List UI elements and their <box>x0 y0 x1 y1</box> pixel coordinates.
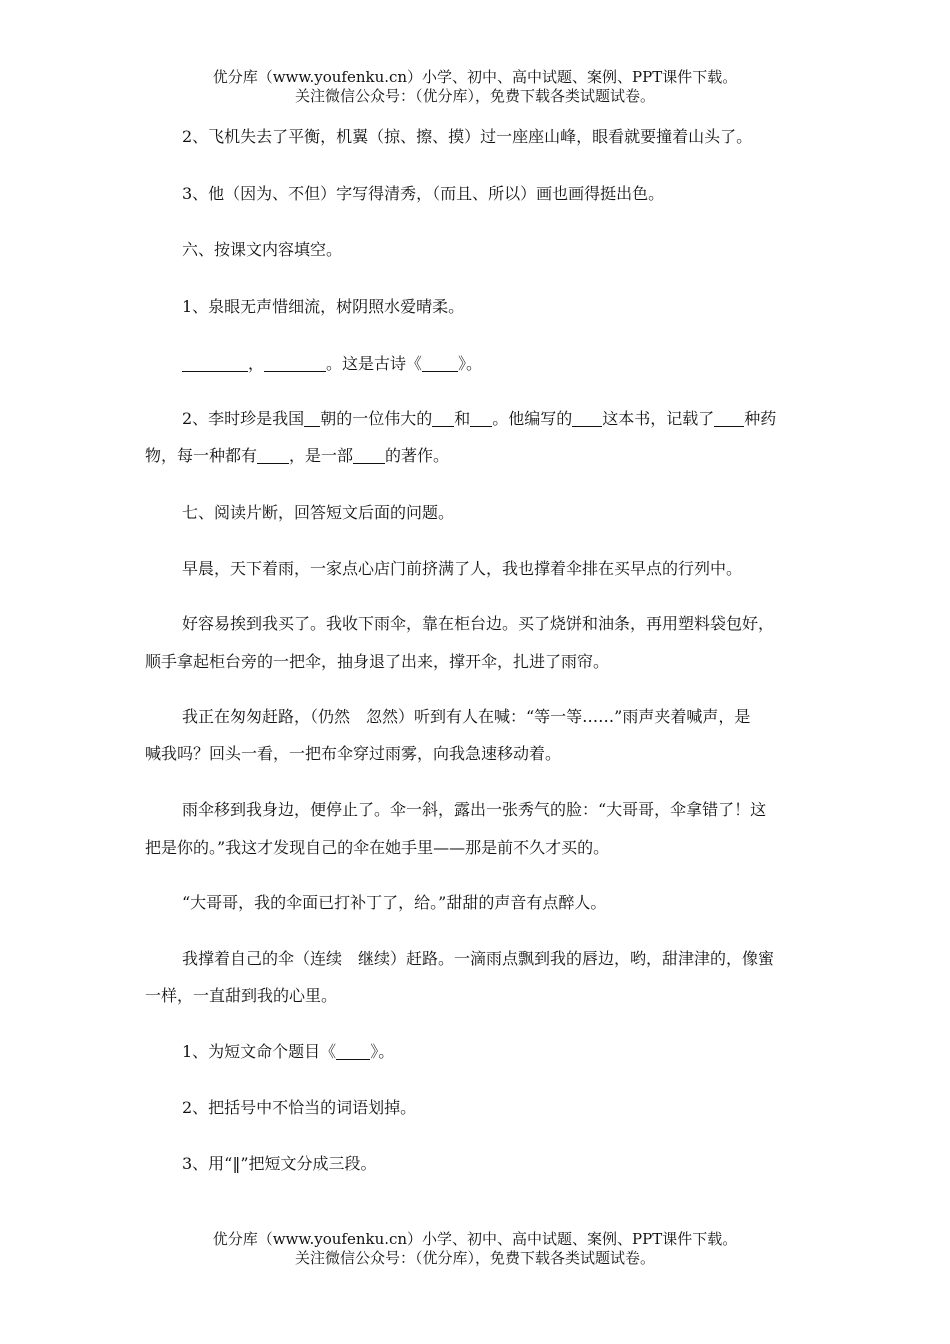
q6-item-1-tail-a: 。这是古诗《 <box>326 354 423 373</box>
answer-blank[interactable] <box>304 410 320 427</box>
q5-item-3: 3、他（因为、不但）字写得清秀，（而且、所以）画也画得挺出色。 <box>182 184 665 203</box>
passage-para-6-line-2: 一样，一直甜到我的心里。 <box>145 986 338 1005</box>
answer-blank[interactable] <box>714 410 744 427</box>
passage-para-4-line-1: 雨伞移到我身边，便停止了。伞一斜，露出一张秀气的脸：“大哥哥，伞拿错了！这 <box>182 800 767 819</box>
answer-blank[interactable] <box>264 355 326 372</box>
passage-para-6-line-1: 我撑着自己的伞（连续 继续）赶路。一滴雨点飘到我的唇边，哟，甜津津的，像蜜 <box>182 949 775 968</box>
passage-para-3-line-1: 我正在匆匆赶路，（仍然 忽然）听到有人在喊：“等一等……”雨声夹着喊声，是 <box>182 707 751 726</box>
answer-blank[interactable] <box>470 410 492 427</box>
question-2: 2、把括号中不恰当的词语划掉。 <box>182 1098 417 1117</box>
passage-para-1: 早晨，天下着雨，一家点心店门前挤满了人，我也撑着伞排在买早点的行列中。 <box>182 559 743 578</box>
answer-blank[interactable] <box>422 355 458 372</box>
passage-para-2-line-1: 好容易挨到我买了。我收下雨伞，靠在柜台边。买了烧饼和油条，再用塑料袋包好， <box>182 614 775 633</box>
passage-para-5: “大哥哥，我的伞面已打补丁了，给。”甜甜的声音有点醉人。 <box>182 893 607 912</box>
q6-item-1-comma: ， <box>248 354 265 373</box>
footer-line-2: 关注微信公众号：（优分库），免费下载各类试题试卷。 <box>294 1249 655 1267</box>
q7-title: 七、阅读片断，回答短文后面的问题。 <box>182 503 455 522</box>
q6-item-1-blanks <box>145 345 807 382</box>
q6-item-2-text: 种药 <box>744 409 777 428</box>
passage-para-2-line-2: 顺手拿起柜台旁的一把伞，抽身退了出来，撑开伞，扎进了雨帘。 <box>145 652 610 671</box>
page-footer <box>0 1230 950 1268</box>
q6-title: 六、按课文内容填空。 <box>182 240 343 259</box>
q6-item-2-text: 和 <box>454 409 471 428</box>
footer-line-1: 优分库（www.youfenku.cn）小学、初中、高中试题、案例、PPT课件下载。 <box>212 1230 738 1248</box>
page-header-top <box>0 68 950 106</box>
passage-para-3-line-2: 喊我吗？回头一看，一把布伞穿过雨雾，向我急速移动着。 <box>145 744 562 763</box>
q6-item-2-text: 物，每一种都有 <box>145 446 258 465</box>
q6-item-2-text: 朝的一位伟大的 <box>320 409 433 428</box>
answer-blank[interactable] <box>257 447 289 464</box>
header-line-2: 关注微信公众号：（优分库），免费下载各类试题试卷。 <box>294 87 655 105</box>
q6-item-2-line-2 <box>145 437 807 474</box>
question-1-text: 1、为短文命个题目《 <box>182 1042 337 1061</box>
question-1-text: 》。 <box>370 1042 395 1061</box>
q6-item-2-text: 的著作。 <box>385 446 450 465</box>
q6-item-2-text: 这本书，记载了 <box>602 409 715 428</box>
passage-para-4-line-2: 把是你的。”我这才发现自己的伞在她手里——那是前不久才买的。 <box>145 838 610 857</box>
answer-blank[interactable] <box>353 447 385 464</box>
q6-item-2-line-1 <box>145 400 807 437</box>
q6-item-2-text: 2、李时珍是我国 <box>182 409 305 428</box>
answer-blank[interactable] <box>572 410 602 427</box>
q6-item-2-text: 。他编写的 <box>492 409 573 428</box>
q5-item-2: 2、飞机失去了平衡，机翼（掠、擦、摸）过一座座山峰，眼看就要撞着山头了。 <box>182 127 753 146</box>
q6-item-1: 1、泉眼无声惜细流，树阴照水爱晴柔。 <box>182 297 465 316</box>
question-1 <box>145 1033 807 1070</box>
q6-item-1-tail-b: 》。 <box>458 354 483 373</box>
question-3: 3、用“‖”把短文分成三段。 <box>182 1154 377 1173</box>
q6-item-2-text: ，是一部 <box>289 446 354 465</box>
answer-blank[interactable] <box>432 410 454 427</box>
header-line-1: 优分库（www.youfenku.cn）小学、初中、高中试题、案例、PPT课件下载。 <box>212 68 738 86</box>
answer-blank[interactable] <box>336 1043 370 1060</box>
answer-blank[interactable] <box>182 355 248 372</box>
